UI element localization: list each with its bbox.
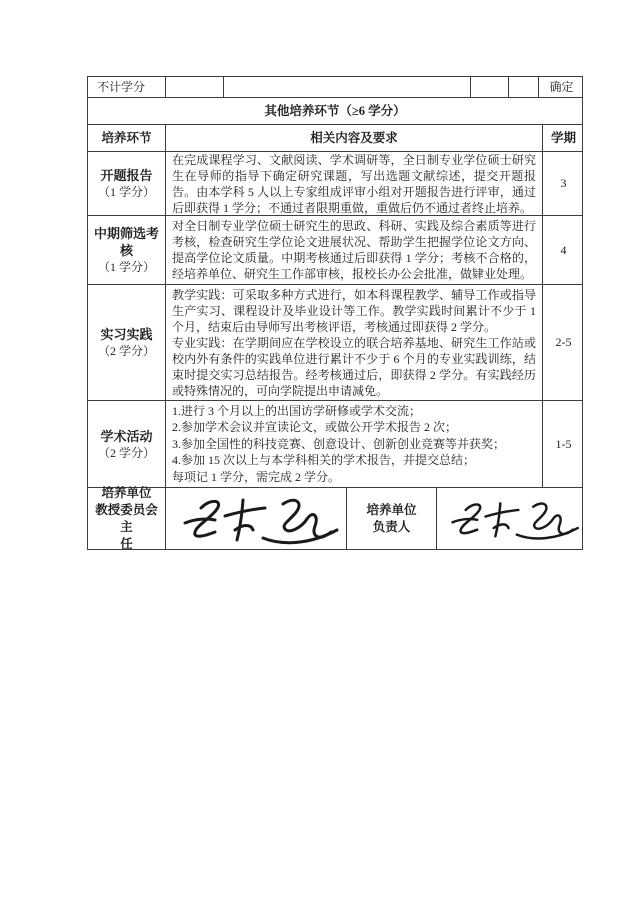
stage-name-cell [88, 401, 166, 487]
requirements-cell [166, 152, 543, 215]
requirements-cell [166, 216, 543, 284]
row-academic-activities [88, 401, 582, 488]
row-midterm-screening [88, 216, 582, 285]
semester-cell: 4 [560, 242, 567, 257]
section-header-row [88, 98, 582, 125]
stage-name-cell [88, 216, 166, 284]
col-header-stage: 培养环节 [88, 125, 166, 151]
col-header-semester: 学期 [550, 130, 576, 145]
stage-name: 中期筛选考核 [93, 226, 159, 258]
row-internship-practice [88, 285, 582, 401]
uncounted-empty-cell-1 [166, 77, 224, 97]
stage-name: 开题报告 [100, 168, 153, 183]
stage-name-cell [88, 285, 166, 400]
row-opening-report [88, 152, 582, 216]
uncounted-credits-label: 不计学分 [88, 77, 166, 97]
stage-name-cell [88, 152, 166, 215]
activity-item-2: 2.参加学术会议并宣读论文，或做公开学术报告 2 次； [172, 420, 458, 435]
training-plan-table [87, 76, 583, 550]
col-header-content: 相关内容及要求 [166, 125, 543, 151]
semester-cell: 3 [560, 176, 567, 190]
unit-head-signature-cell [437, 488, 584, 549]
confirm-cell: 确定 [549, 79, 574, 94]
uncounted-empty-cell-3 [471, 77, 509, 97]
semester-cell: 2-5 [555, 335, 572, 349]
stage-name: 学术活动 [100, 428, 153, 444]
section-credit-note: （≥6 学分） [339, 103, 406, 118]
requirements-cell [166, 285, 543, 400]
stage-credit: （2 学分） [97, 445, 155, 460]
activity-credit-rule: 每项记 1 学分，需完成 2 学分。 [172, 469, 341, 484]
professional-practice-paragraph: 专业实践：在学期间应在学校设立的联合培养基地、研究生工作站或校内外有条件的实践单位进行累计不少于 6 个月的专业实践训练，结束时提交实习总结报告。经考核通过后，即获得 2 学分。有实践经历或特殊情况的，可向学院提出申请减免。 [172, 335, 536, 398]
stage-credit: （2 学分） [97, 344, 155, 358]
teaching-practice-paragraph: 教学实践：可采取多种方式进行，如本科课程教学、辅导工作或指导生产实习、课程设计及毕业设计等工作。教学实践时间累计不少于 1 个月，结束后由导师写出考核评语，考核通过即获得 2 学分。 [172, 287, 536, 334]
uncounted-empty-cell-4 [509, 77, 539, 97]
handwritten-signature [171, 492, 341, 546]
section-title: 其他培养环节 [264, 103, 340, 118]
activity-item-1: 1.进行 3 个月以上的出国访学研修或学术交流； [172, 403, 422, 418]
column-header-row [88, 125, 582, 152]
semester-cell: 1-5 [555, 436, 572, 451]
activity-item-4: 4.参加 15 次以上与本学科相关的学术报告，并提交总结； [172, 453, 476, 468]
committee-chair-label: 培养单位 教授委员会主 任 [88, 488, 166, 549]
requirements-text: 在完成课程学习、文献阅读、学术调研等，全日制专业学位硕士研究生在导师的指导下确定研究课题，写出选题文献综述，提交开题报告。由本学科 5 人以上专家组成评审小组对开题报告进行评审，通过后即获得 1 学分；不通过者限期重做，重做后仍不通过者终止培养。 [172, 152, 536, 215]
stage-credit: （1 学分） [97, 185, 155, 199]
handwritten-signature [441, 494, 581, 544]
stage-credit: （1 学分） [97, 260, 155, 274]
uncounted-empty-cell-2 [224, 77, 471, 97]
signature-row [88, 485, 582, 551]
activity-item-3: 3.参加全国性的科技竞赛、创意设计、创新创业竞赛等并获奖； [172, 436, 506, 451]
committee-chair-signature-cell [166, 488, 347, 549]
unit-head-label: 培养单位 负责人 [347, 488, 437, 549]
section-header [88, 98, 582, 124]
requirements-cell [166, 401, 543, 487]
stage-name: 实习实践 [100, 327, 153, 342]
requirements-text: 对全日制专业学位硕士研究生的思政、科研、实践及综合素质等进行考核，检查研究生学位论文进展状况、帮助学生把握学位论文方向、提高学位论文质量。中期考核通过后即获得 1 学分；考核不合格的，经培养单位、研究生工作部审核，报校长办公会批准，做肄业处理。 [172, 219, 536, 281]
row-uncounted-credits [88, 77, 582, 98]
